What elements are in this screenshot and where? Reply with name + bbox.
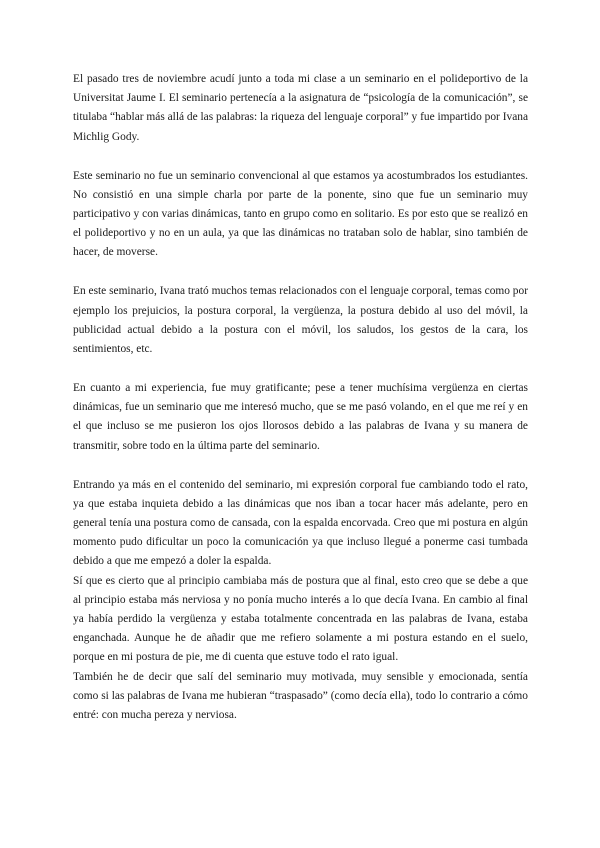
paragraph-conclusion: También he de decir que salí del seminario muy motivada, muy sensible y emocionada, sentía como si las palabras de Ivana me hubieran “traspasado” (como decía ella), todo lo contrario a cómo entré: con mucha pereza y nerviosa.: [73, 670, 528, 722]
paragraph-seminar-format: Este seminario no fue un seminario convencional al que estamos ya acostumbrados los estudiantes. No consistió en una simple charla por parte de la ponente, sino que fue un seminario muy participativo y con varias dinámicas, tanto en grupo como en solitario. Es por esto que se realizó en el polideportivo y no en un aula, ya que las dinámicas no trataban solo de hablar, sino también de hacer, de moverse.: [73, 169, 528, 259]
paragraph-experience: En cuanto a mi experiencia, fue muy gratificante; pese a tener muchísima vergüenza en ciertas dinámicas, fue un seminario que me interesó mucho, que se me pasó volando, en el que me reí y en el que incluso se me pusieron los ojos llorosos debido a las palabras de Ivana y su manera de transmitir, sobre todo en la última parte del seminario.: [73, 382, 528, 452]
paragraph-topics: En este seminario, Ivana trató muchos temas relacionados con el lenguaje corporal, temas como por ejemplo los prejuicios, la postura corporal, la vergüenza, la postura debido al uso del móvil, la publicidad actual debido a la postura con el móvil, los saludos, los gestos de la cara, los sentimientos, etc.: [73, 285, 528, 356]
paragraph-body-language: Entrando ya más en el contenido del seminario, mi expresión corporal fue cambiando todo el rato, ya que estaba inquieta debido a las dinámicas que nos iban a tocar hacer más adelante, pero en general tenía una postura como de cansada, con la espalda encorvada. Creo que mi postura en algún momento pudo dificultar un poco la comunicación ya que incluso llegué a ponerme casi tumbada debido a que me empezó a doler la espalda.: [73, 478, 528, 568]
paragraph-posture-change: Sí que es cierto que al principio cambiaba más de postura que al final, esto creo que se debe a que al principio estaba más nerviosa y no ponía mucho interés a lo que decía Ivana. En cambio al final ya había perdido la vergüenza y estaba totalmente concentrada en las palabras de Ivana, estaba enganchada. Aunque he de añadir que me refiero solamente a mi postura estando en el suelo, porque en mi postura de pie, me di cuenta que estuve todo el rato igual.: [73, 574, 528, 664]
paragraph-intro: El pasado tres de noviembre acudí junto a toda mi clase a un seminario en el polideportivo de la Universitat Jaume I. El seminario pertenecía a la asignatura de “psicología de la comunicación”, se titulaba “hablar más allá de las palabras: la riqueza del lenguaje corporal” y fue impartido por Ivana Michlig Gody.: [73, 73, 528, 143]
document-body: [73, 70, 528, 725]
